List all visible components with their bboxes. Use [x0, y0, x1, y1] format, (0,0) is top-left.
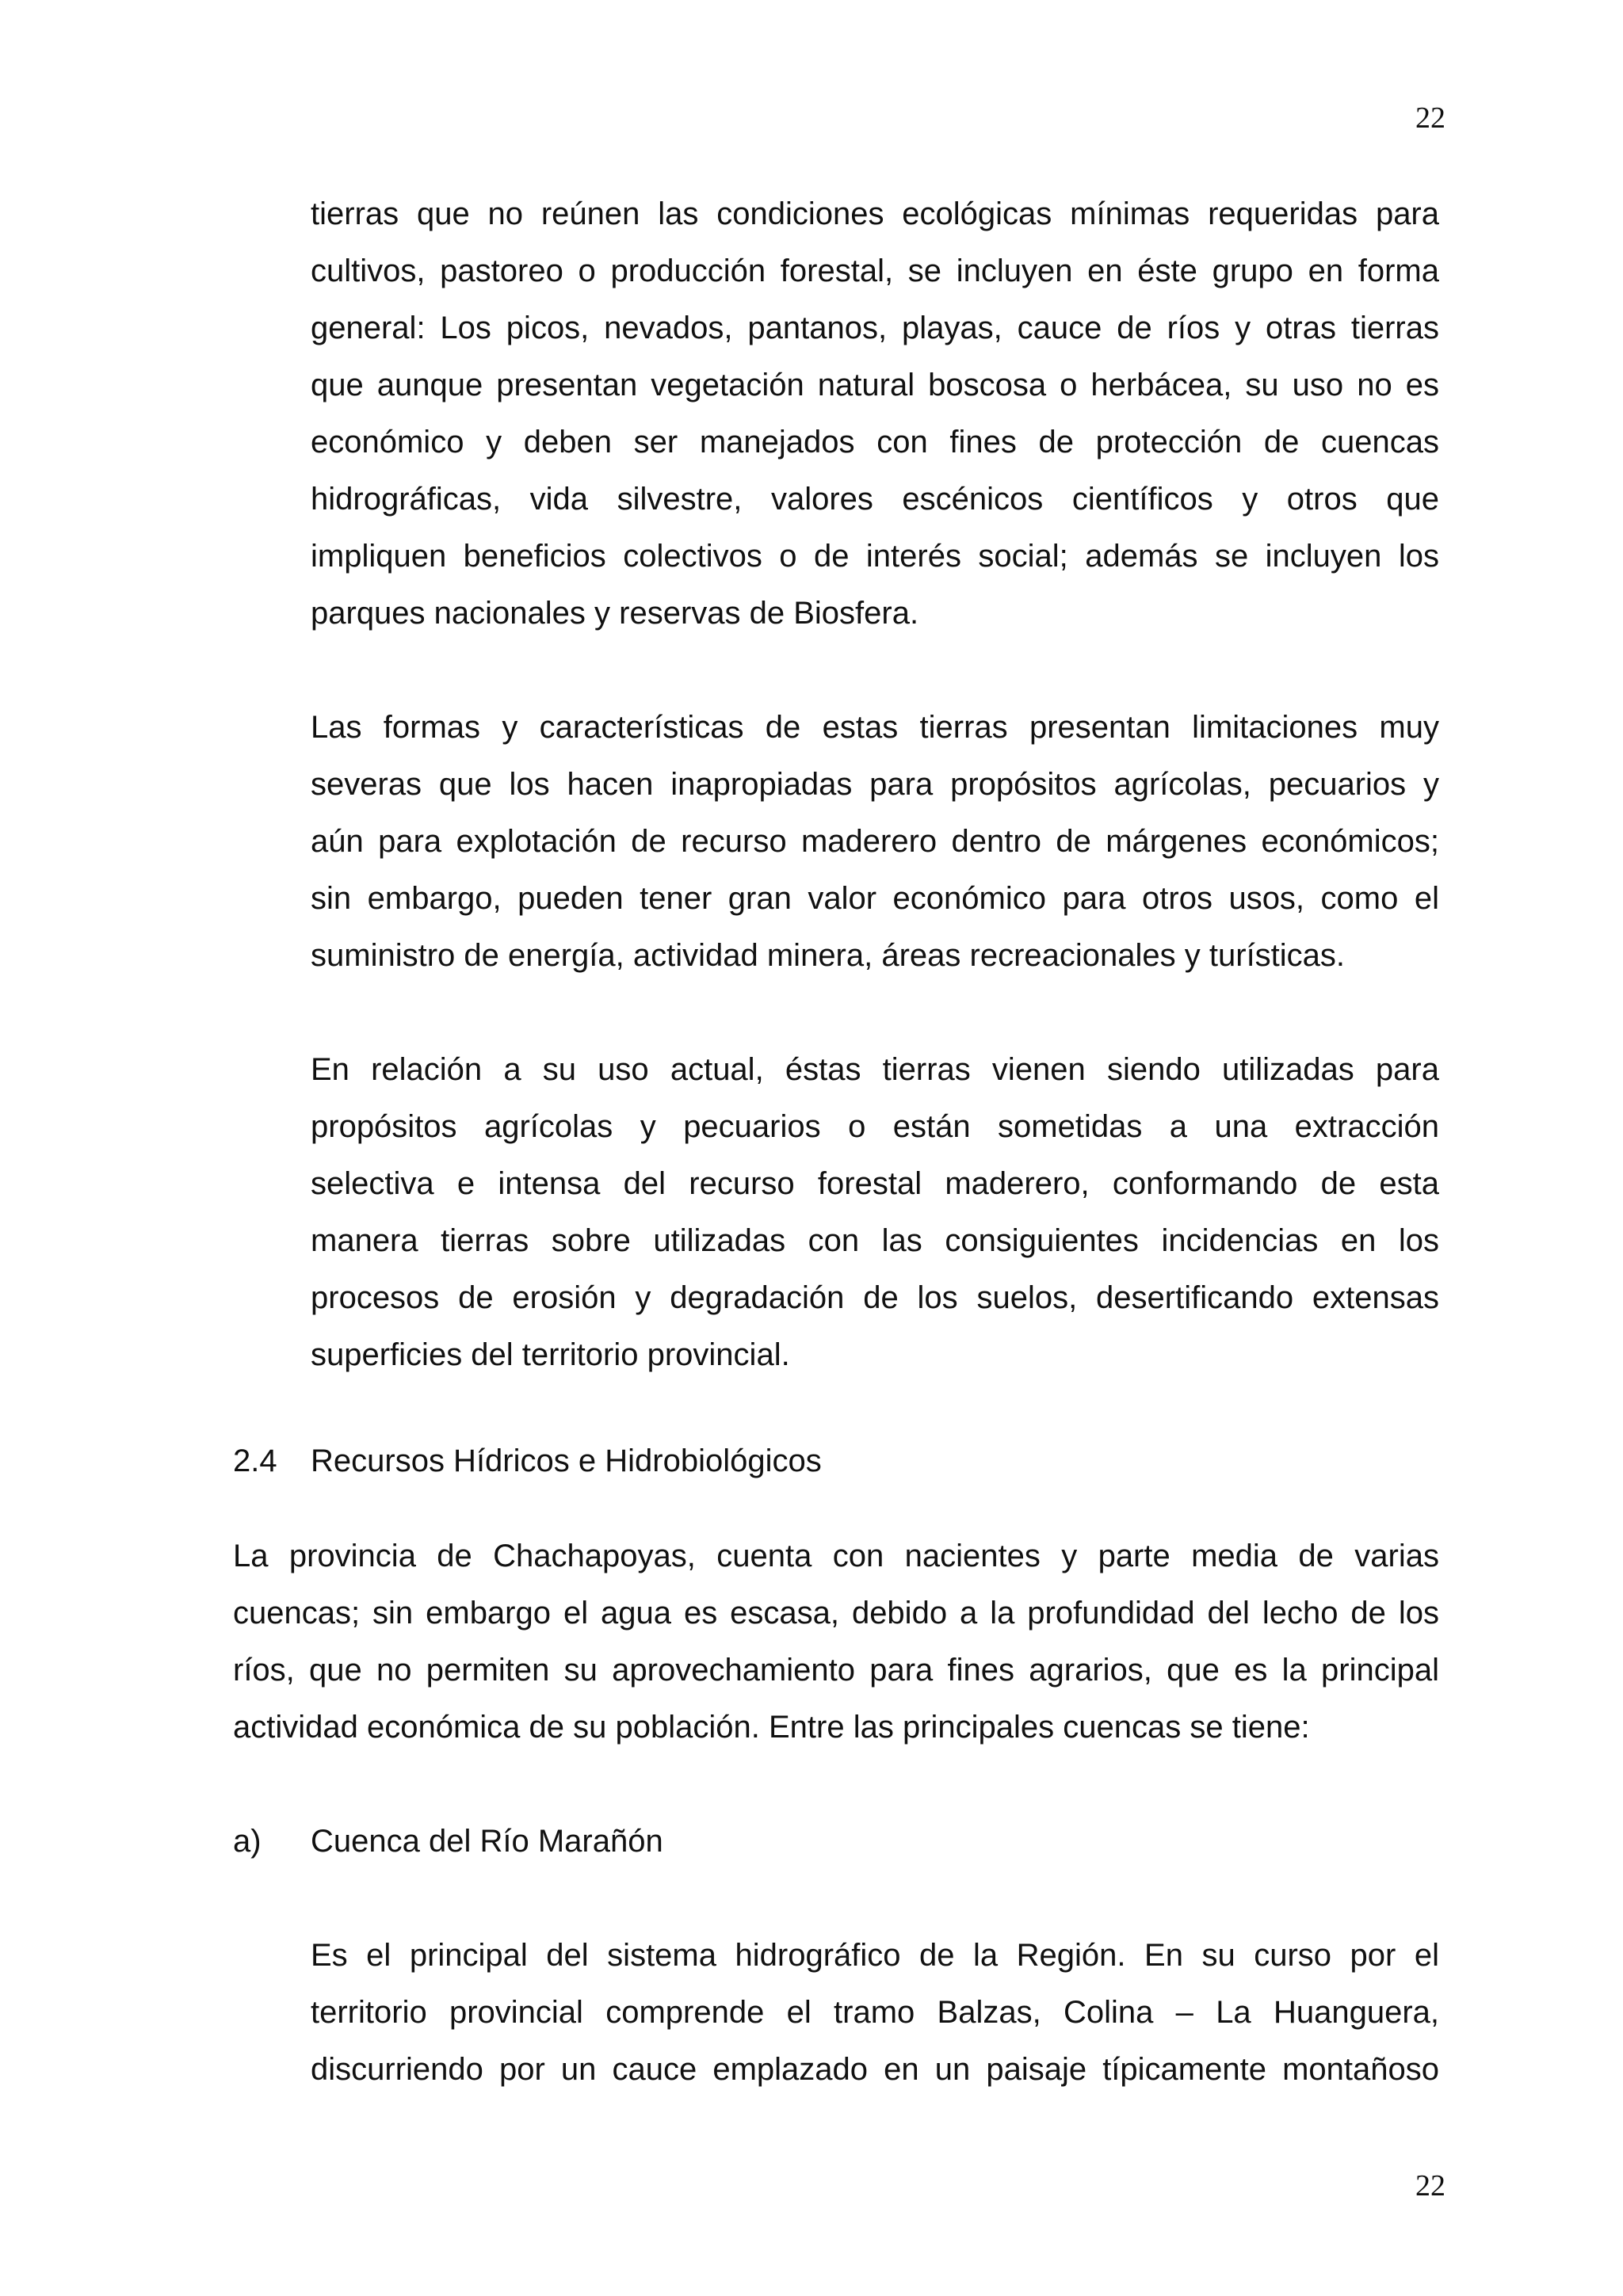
paragraph-line: que aunque presentan vegetación natural boscosa o herbácea, su uso no es	[311, 368, 1439, 402]
paragraph-line: sin embargo, pueden tener gran valor económico para otros usos, como el	[311, 881, 1439, 916]
page-number-bottom: 22	[1415, 2169, 1445, 2203]
paragraph-line: selectiva e intensa del recurso forestal maderero, conformando de esta	[311, 1166, 1439, 1201]
paragraph-line: La provincia de Chachapoyas, cuenta con nacientes y parte media de varias	[233, 1539, 1439, 1573]
paragraph-line: ríos, que no permiten su aprovechamiento para fines agrarios, que es la principal	[233, 1653, 1439, 1688]
subsection-title: Cuenca del Río Marañón	[311, 1824, 663, 1859]
paragraph-line: suministro de energía, actividad minera, áreas recreacionales y turísticas.	[311, 938, 1346, 973]
subsection-label: a)	[233, 1824, 262, 1859]
paragraph-line: aún para explotación de recurso maderero dentro de márgenes económicos;	[311, 824, 1439, 859]
paragraph-line: Es el principal del sistema hidrográfico de la Región. En su curso por el	[311, 1938, 1439, 1973]
paragraph-line: hidrográficas, vida silvestre, valores escénicos científicos y otros que	[311, 482, 1439, 517]
paragraph-line: discurriendo por un cauce emplazado en un paisaje típicamente montañoso	[311, 2052, 1439, 2087]
section-number: 2.4	[233, 1444, 277, 1478]
paragraph-line: Las formas y características de estas tierras presentan limitaciones muy	[311, 710, 1439, 745]
paragraph-line: parques nacionales y reservas de Biosfera.	[311, 596, 919, 631]
paragraph-line: propósitos agrícolas y pecuarios o están sometidas a una extracción	[311, 1109, 1439, 1144]
paragraph-line: tierras que no reúnen las condiciones ecológicas mínimas requeridas para	[311, 196, 1439, 231]
paragraph-line: cultivos, pastoreo o producción forestal, se incluyen en éste grupo en forma	[311, 254, 1439, 288]
paragraph-line: territorio provincial comprende el tramo Balzas, Colina – La Huanguera,	[311, 1995, 1439, 2030]
page-number-top: 22	[1415, 101, 1445, 135]
paragraph-line: superficies del territorio provincial.	[311, 1337, 790, 1372]
paragraph-line: severas que los hacen inapropiadas para propósitos agrícolas, pecuarios y	[311, 767, 1439, 802]
paragraph-line: procesos de erosión y degradación de los suelos, desertificando extensas	[311, 1280, 1439, 1315]
paragraph-line: impliquen beneficios colectivos o de interés social; además se incluyen los	[311, 539, 1439, 574]
paragraph-line: general: Los picos, nevados, pantanos, playas, cauce de ríos y otras tierras	[311, 311, 1439, 345]
paragraph-line: económico y deben ser manejados con fines de protección de cuencas	[311, 425, 1439, 460]
paragraph-line: cuencas; sin embargo el agua es escasa, debido a la profundidad del lecho de los	[233, 1596, 1439, 1630]
paragraph-line: actividad económica de su población. Entre las principales cuencas se tiene:	[233, 1710, 1310, 1745]
section-title: Recursos Hídricos e Hidrobiológicos	[311, 1444, 822, 1478]
paragraph-line: manera tierras sobre utilizadas con las consiguientes incidencias en los	[311, 1223, 1439, 1258]
paragraph-line: En relación a su uso actual, éstas tierras vienen siendo utilizadas para	[311, 1052, 1439, 1087]
